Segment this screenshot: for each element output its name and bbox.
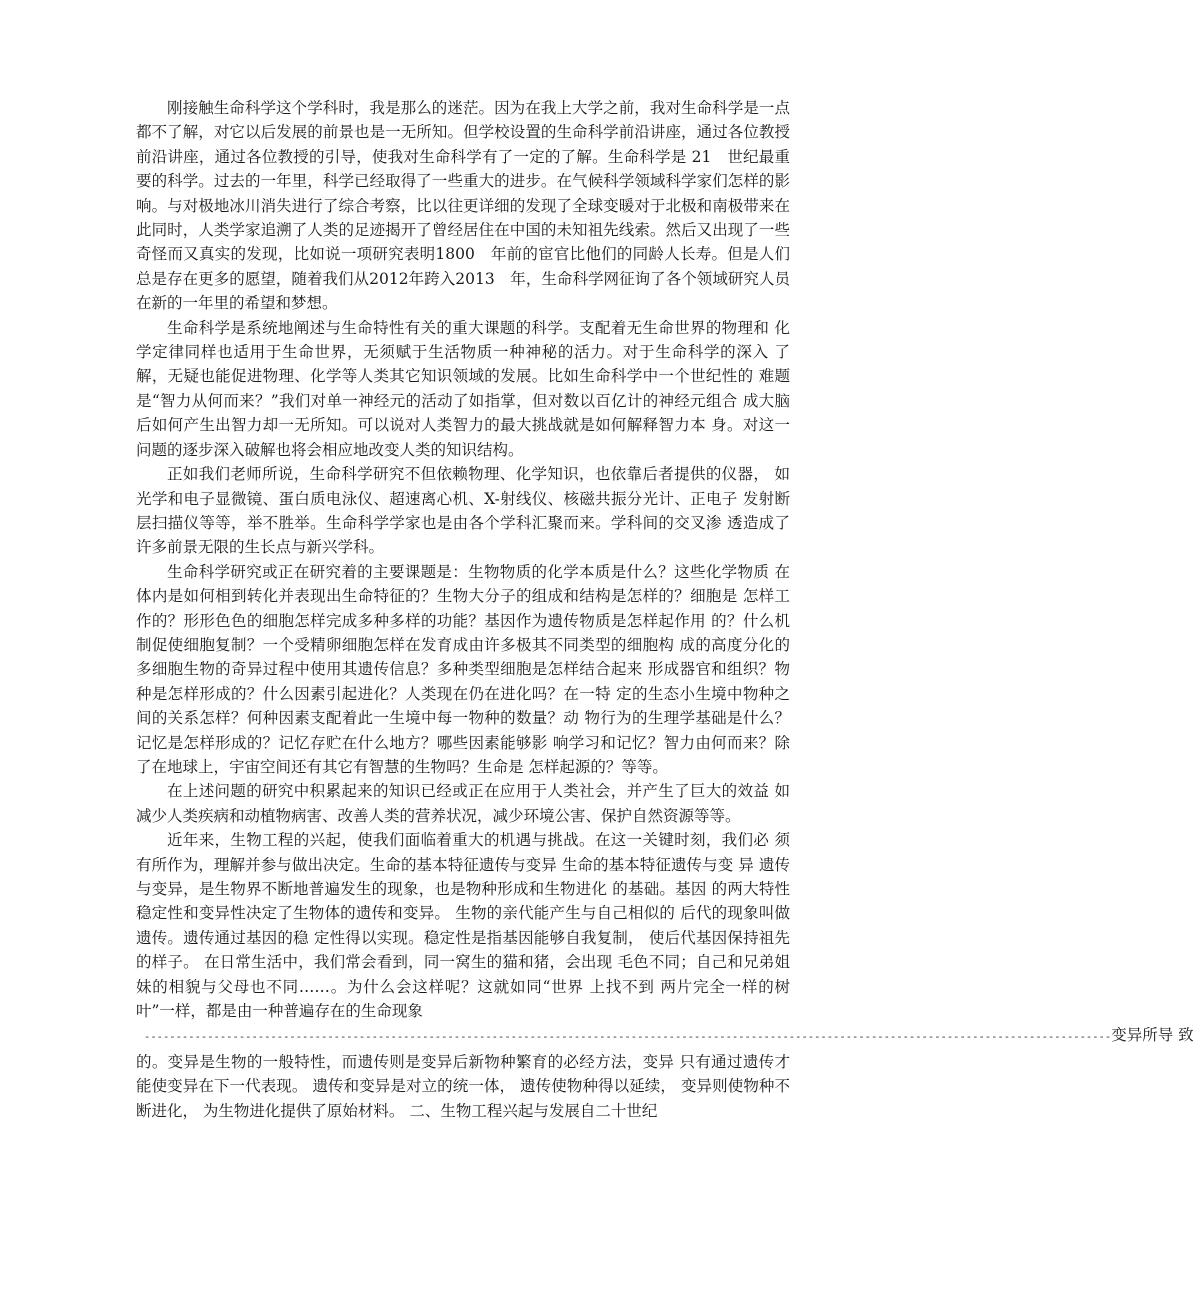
dashed-rule: --------------------------------------------------------------------------------------------------------------------------------------------------------- <box>144 1031 1112 1044</box>
paragraph-variation: 的。变异是生物的一般特性，而遗传则是变异后新物种繁育的必经方法，变异 只有通过遗传才能使变异在下一代表现。 遗传和变异是对立的统一体， 遗传使物种得以延续， 变异则使物种不断进化， 为生物进化提供了原始材料。 二、生物工程兴起与发展自二十世纪 <box>136 1052 790 1120</box>
paragraph-instruments: 正如我们老师所说，生命科学研究不但依赖物理、化学知识，也依靠后者提供的仪器， 如光学和电子显微镜、蛋白质电泳仪、超速离心机、X-射线仪、核磁共振分光计、正电子 发射断层扫描仪等等，举不胜举。生命科学学家也是由各个学科汇聚而来。学科间的交叉渗 透造成了许多前景无限的生长点与新兴学科。 <box>136 465 790 557</box>
rule-tail-text: 变异所导 致 <box>1111 1026 1194 1045</box>
paragraph-definition: 生命科学是系统地阐述与生命特性有关的重大课题的科学。支配着无生命世界的物理和 化学定律同样也适用于生命世界，无须赋于生活物质一种神秘的活力。对于生命科学的深入 了解，无疑也能促进物理、化学等人类其它知识领域的发展。比如生命科学中一个世纪性的 难题是“智力从何而来？”我们对单一神经元的活动了如指掌，但对数以百亿计的神经元组合 成大脑后如何产生出智力却一无所知。可以说对人类智力的最大挑战就是如何解释智力本 身。对这一问题的逐步深入破解也将会相应地改变人类的知识结构。 <box>136 318 790 459</box>
paragraph-bioengineering: 近年来，生物工程的兴起，使我们面临着重大的机遇与挑战。在这一关键时刻，我们必 须有所作为，理解并参与做出决定。生命的基本特征遗传与变异 生命的基本特征遗传与变 异 遗传与变异，是生物界不断地普遍发生的现象，也是物种形成和生物进化 的基础。基因 的两大特性稳定性和变异性决定了生物体的遗传和变异。 生物的亲代能产生与自己相似的 后代的现象叫做遗传。遗传通过基因的稳 定性得以实现。稳定性是指基因能够自我复制， 使后代基因保持祖先的样子。 在日常生活中，我们常会看到，同一窝生的猫和猪，会出现 毛色不同；自己和兄弟姐妹的相貌与父母也不同……。为什么会这样呢？这就如同“世界 上找不到 两片完全一样的树叶”一样，都是由一种普遍存在的生命现象 <box>136 831 790 1021</box>
paragraph-research-topics: 生命科学研究或正在研究着的主要课题是：生物物质的化学本质是什么？这些化学物质 在体内是如何相到转化并表现出生命特征的？生物大分子的组成和结构是怎样的？细胞是 怎样工作的？形形色色的细胞怎样完成多种多样的功能？基因作为遗传物质是怎样起作用 的？什么机制促使细胞复制？一个受精卵细胞怎样在发育成由许多极其不同类型的细胞构 成的高度分化的多细胞生物的奇异过程中使用其遗传信息？多种类型细胞是怎样结合起来 形成器官和组织？物种是怎样形成的？什么因素引起进化？人类现在仍在进化吗？在一特 定的生态小生境中物种之间的关系怎样？何种因素支配着此一生境中每一物种的数量？动 物行为的生理学基础是什么？记忆是怎样形成的？记忆存贮在什么地方？哪些因素能够影 响学习和记忆？智力由何而来？除了在地球上，宇宙空间还有其它有智慧的生物吗？生命是 怎样起源的？等等。 <box>136 562 790 776</box>
paragraph-intro: 刚接触生命科学这个学科时，我是那么的迷茫。因为在我上大学之前，我对生命科学是一点都不了解，对它以后发展的前景也是一无所知。但学校设置的生命科学前沿讲座，通过各位教授前沿讲座，通过各位教授的引导，使我对生命科学有了一定的了解。生命科学是 21 世纪最重要的科学。过去的一年里，科学已经取得了一些重大的进步。在气候科学领域科学家们怎样的影响。与对极地冰川消失进行了综合考察，比以往更详细的发现了全球变暖对于北极和南极带来在此同时，人类学家追溯了人类的足迹揭开了曾经居住在中国的未知祖先线索。然后又出现了一些奇怪而又真实的发现，比如说一项研究表明1800 年前的宦官比他们的同龄人长寿。但是人们总是存在更多的愿望，随着我们从2012年跨入2013 年，生命科学网征询了各个领域研究人员在新的一年里的希望和梦想。 <box>136 99 790 313</box>
dashed-rule-line <box>136 1023 1194 1049</box>
document-page <box>136 96 1194 1123</box>
paragraph-applications: 在上述问题的研究中积累起来的知识已经或正在应用于人类社会，并产生了巨大的效益 如减少人类疾病和动植物病害、改善人类的营养状况，减少环境公害、保护自然资源等等。 <box>136 782 790 825</box>
